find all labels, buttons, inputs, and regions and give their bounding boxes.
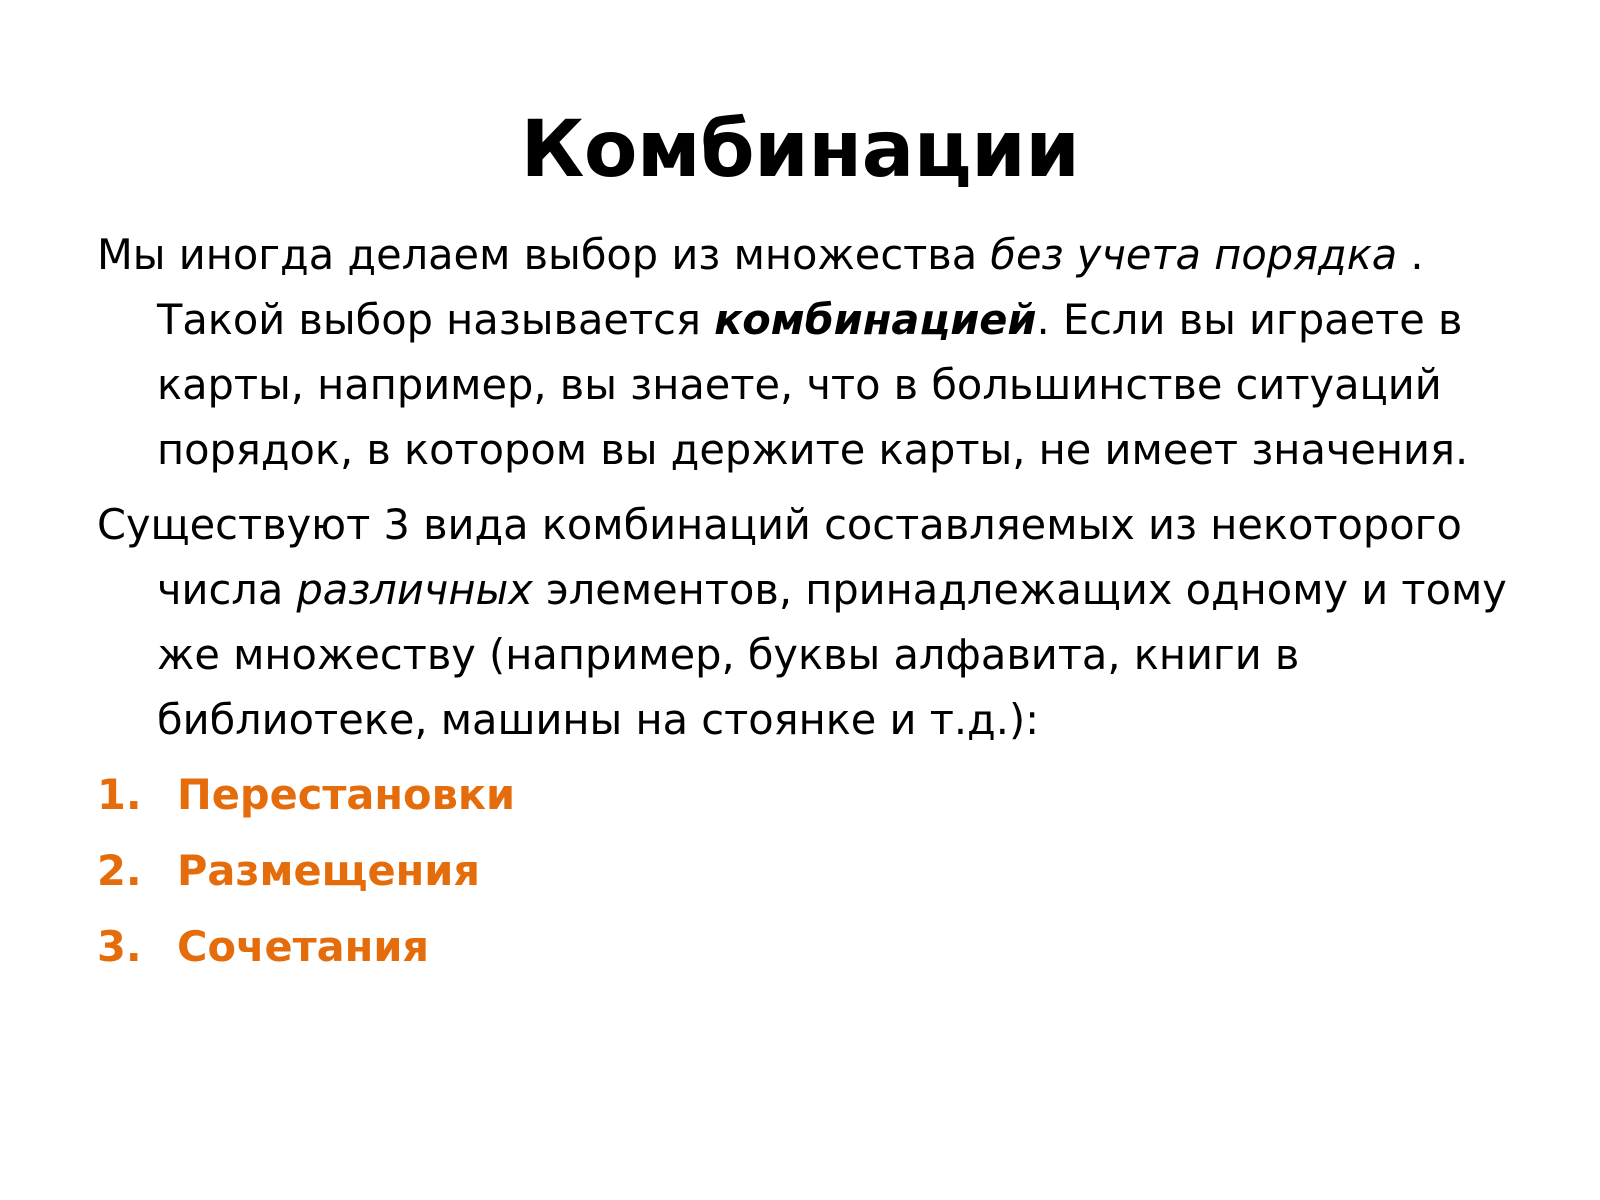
slide-body <box>97 222 1537 990</box>
list-item-number: 1. <box>97 770 142 819</box>
slide-title: Комбинации <box>520 105 1080 195</box>
paragraph2-text-1: Существуют 3 вида комбинаций составляемых из некоторого числа <box>97 500 1462 614</box>
combination-types-list <box>97 762 1537 980</box>
list-item-label: Перестановки <box>177 770 516 819</box>
paragraph2-text-2: элементов, принадлежащих одному и тому же множеству (например, буквы алфавита, книги в библиотеке, машины на стоянке и т.д.): <box>157 565 1507 744</box>
list-item-label: Сочетания <box>177 922 430 971</box>
paragraph2-italic-distinct: различных <box>296 565 533 614</box>
list-item-permutations <box>97 762 1537 828</box>
paragraph1-italic-without-order: без учета порядка <box>990 230 1398 279</box>
paragraph1-text-3: . Если вы играете в карты, например, вы знаете, что в большинстве ситуаций порядок, в котором вы держите карты, не имеет значения. <box>157 295 1469 474</box>
paragraph-combination-types <box>97 492 1537 752</box>
paragraph1-term-combination: комбинацией <box>714 295 1037 344</box>
list-item-number: 3. <box>97 922 142 971</box>
paragraph1-text-2: . Такой выбор называется <box>157 230 1424 344</box>
paragraph1-text-1: Мы иногда делаем выбор из множества <box>97 230 991 279</box>
list-item-combinations <box>97 914 1537 980</box>
list-item-number: 2. <box>97 846 142 895</box>
list-item-label: Размещения <box>177 846 481 895</box>
list-item-arrangements <box>97 838 1537 904</box>
paragraph-combination-definition <box>97 222 1537 482</box>
